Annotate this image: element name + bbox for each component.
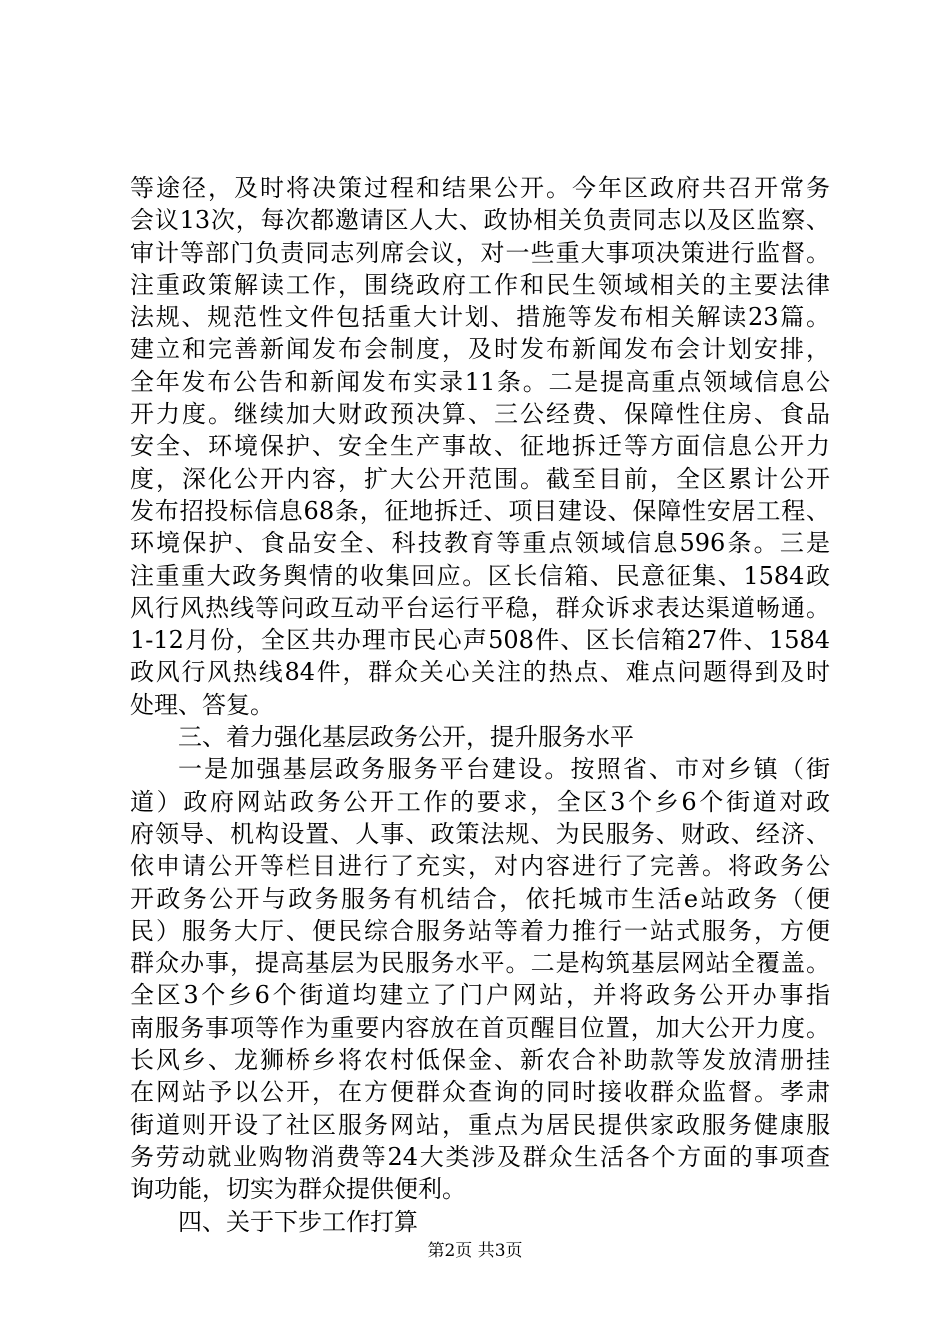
text-line: 依申请公开等栏目进行了充实，对内容进行了完善。将政务公 (130, 852, 830, 881)
text-line: 风行风热线等问政互动平台运行平稳，群众诉求表达渠道畅通。 (130, 593, 830, 622)
text-line: 开政务公开与政务服务有机结合，依托城市生活e站政务（便 (130, 884, 830, 913)
text-line: 南服务事项等作为重要内容放在首页醒目位置，加大公开力度。 (130, 1013, 830, 1042)
text-line: 环境保护、食品安全、科技教育等重点领域信息596条。三是 (130, 529, 830, 558)
text-line: 询功能，切实为群众提供便利。 (130, 1175, 466, 1204)
section-heading: 三、着力强化基层政务公开，提升服务水平 (178, 723, 634, 752)
text-line: 政风行风热线84件，群众关心关注的热点、难点问题得到及时 (130, 658, 830, 687)
text-line: 会议13次，每次都邀请区人大、政协相关负责同志以及区监察、 (130, 206, 830, 235)
text-line: 等途径，及时将决策过程和结果公开。今年区政府共召开常务 (130, 174, 830, 202)
text-line: 法规、规范性文件包括重大计划、措施等发布相关解读23篇。 (130, 303, 830, 332)
text-line: 民）服务大厅、便民综合服务站等着力推行一站式服务，方便 (130, 916, 830, 945)
text-line: 注重政策解读工作，围绕政府工作和民生领域相关的主要法律 (130, 270, 830, 299)
text-line: 务劳动就业购物消费等24大类涉及群众生活各个方面的事项查 (130, 1142, 830, 1171)
text-line: 道）政府网站政务公开工作的要求，全区3个乡6个街道对政 (130, 787, 830, 816)
text-line: 处理、答复。 (130, 690, 274, 719)
text-line: 1-12月份，全区共办理市民心声508件、区长信箱27件、1584 (130, 626, 830, 655)
document-body (130, 172, 830, 1238)
text-line: 府领导、机构设置、人事、政策法规、为民服务、财政、经济、 (130, 819, 830, 848)
text-line: 长风乡、龙狮桥乡将农村低保金、新农合补助款等发放清册挂 (130, 1046, 830, 1075)
text-line: 在网站予以公开，在方便群众查询的同时接收群众监督。孝肃 (130, 1078, 830, 1107)
text-line: 一是加强基层政务服务平台建设。按照省、市对乡镇（街 (178, 755, 830, 784)
text-line: 全区3个乡6个街道均建立了门户网站，并将政务公开办事指 (130, 981, 830, 1010)
text-line: 全年发布公告和新闻发布实录11条。二是提高重点领域信息公 (130, 367, 830, 396)
text-line: 群众办事，提高基层为民服务水平。二是构筑基层网站全覆盖。 (130, 949, 830, 978)
text-line: 审计等部门负责同志列席会议，对一些重大事项决策进行监督。 (130, 238, 830, 267)
text-line: 发布招投标信息68条，征地拆迁、项目建设、保障性安居工程、 (130, 496, 830, 525)
text-line: 街道则开设了社区服务网站，重点为居民提供家政服务健康服 (130, 1110, 830, 1139)
text-line: 度，深化公开内容，扩大公开范围。截至目前，全区累计公开 (130, 464, 830, 493)
text-line: 建立和完善新闻发布会制度，及时发布新闻发布会计划安排， (130, 335, 830, 364)
page-footer: 第2页 共3页 (427, 1241, 523, 1261)
section-heading: 四、关于下步工作打算 (178, 1207, 418, 1236)
text-line: 开力度。继续加大财政预决算、三公经费、保障性住房、食品 (130, 400, 830, 429)
text-line: 安全、环境保护、安全生产事故、征地拆迁等方面信息公开力 (130, 432, 830, 461)
text-line: 注重重大政务舆情的收集回应。区长信箱、民意征集、1584政 (130, 561, 830, 590)
